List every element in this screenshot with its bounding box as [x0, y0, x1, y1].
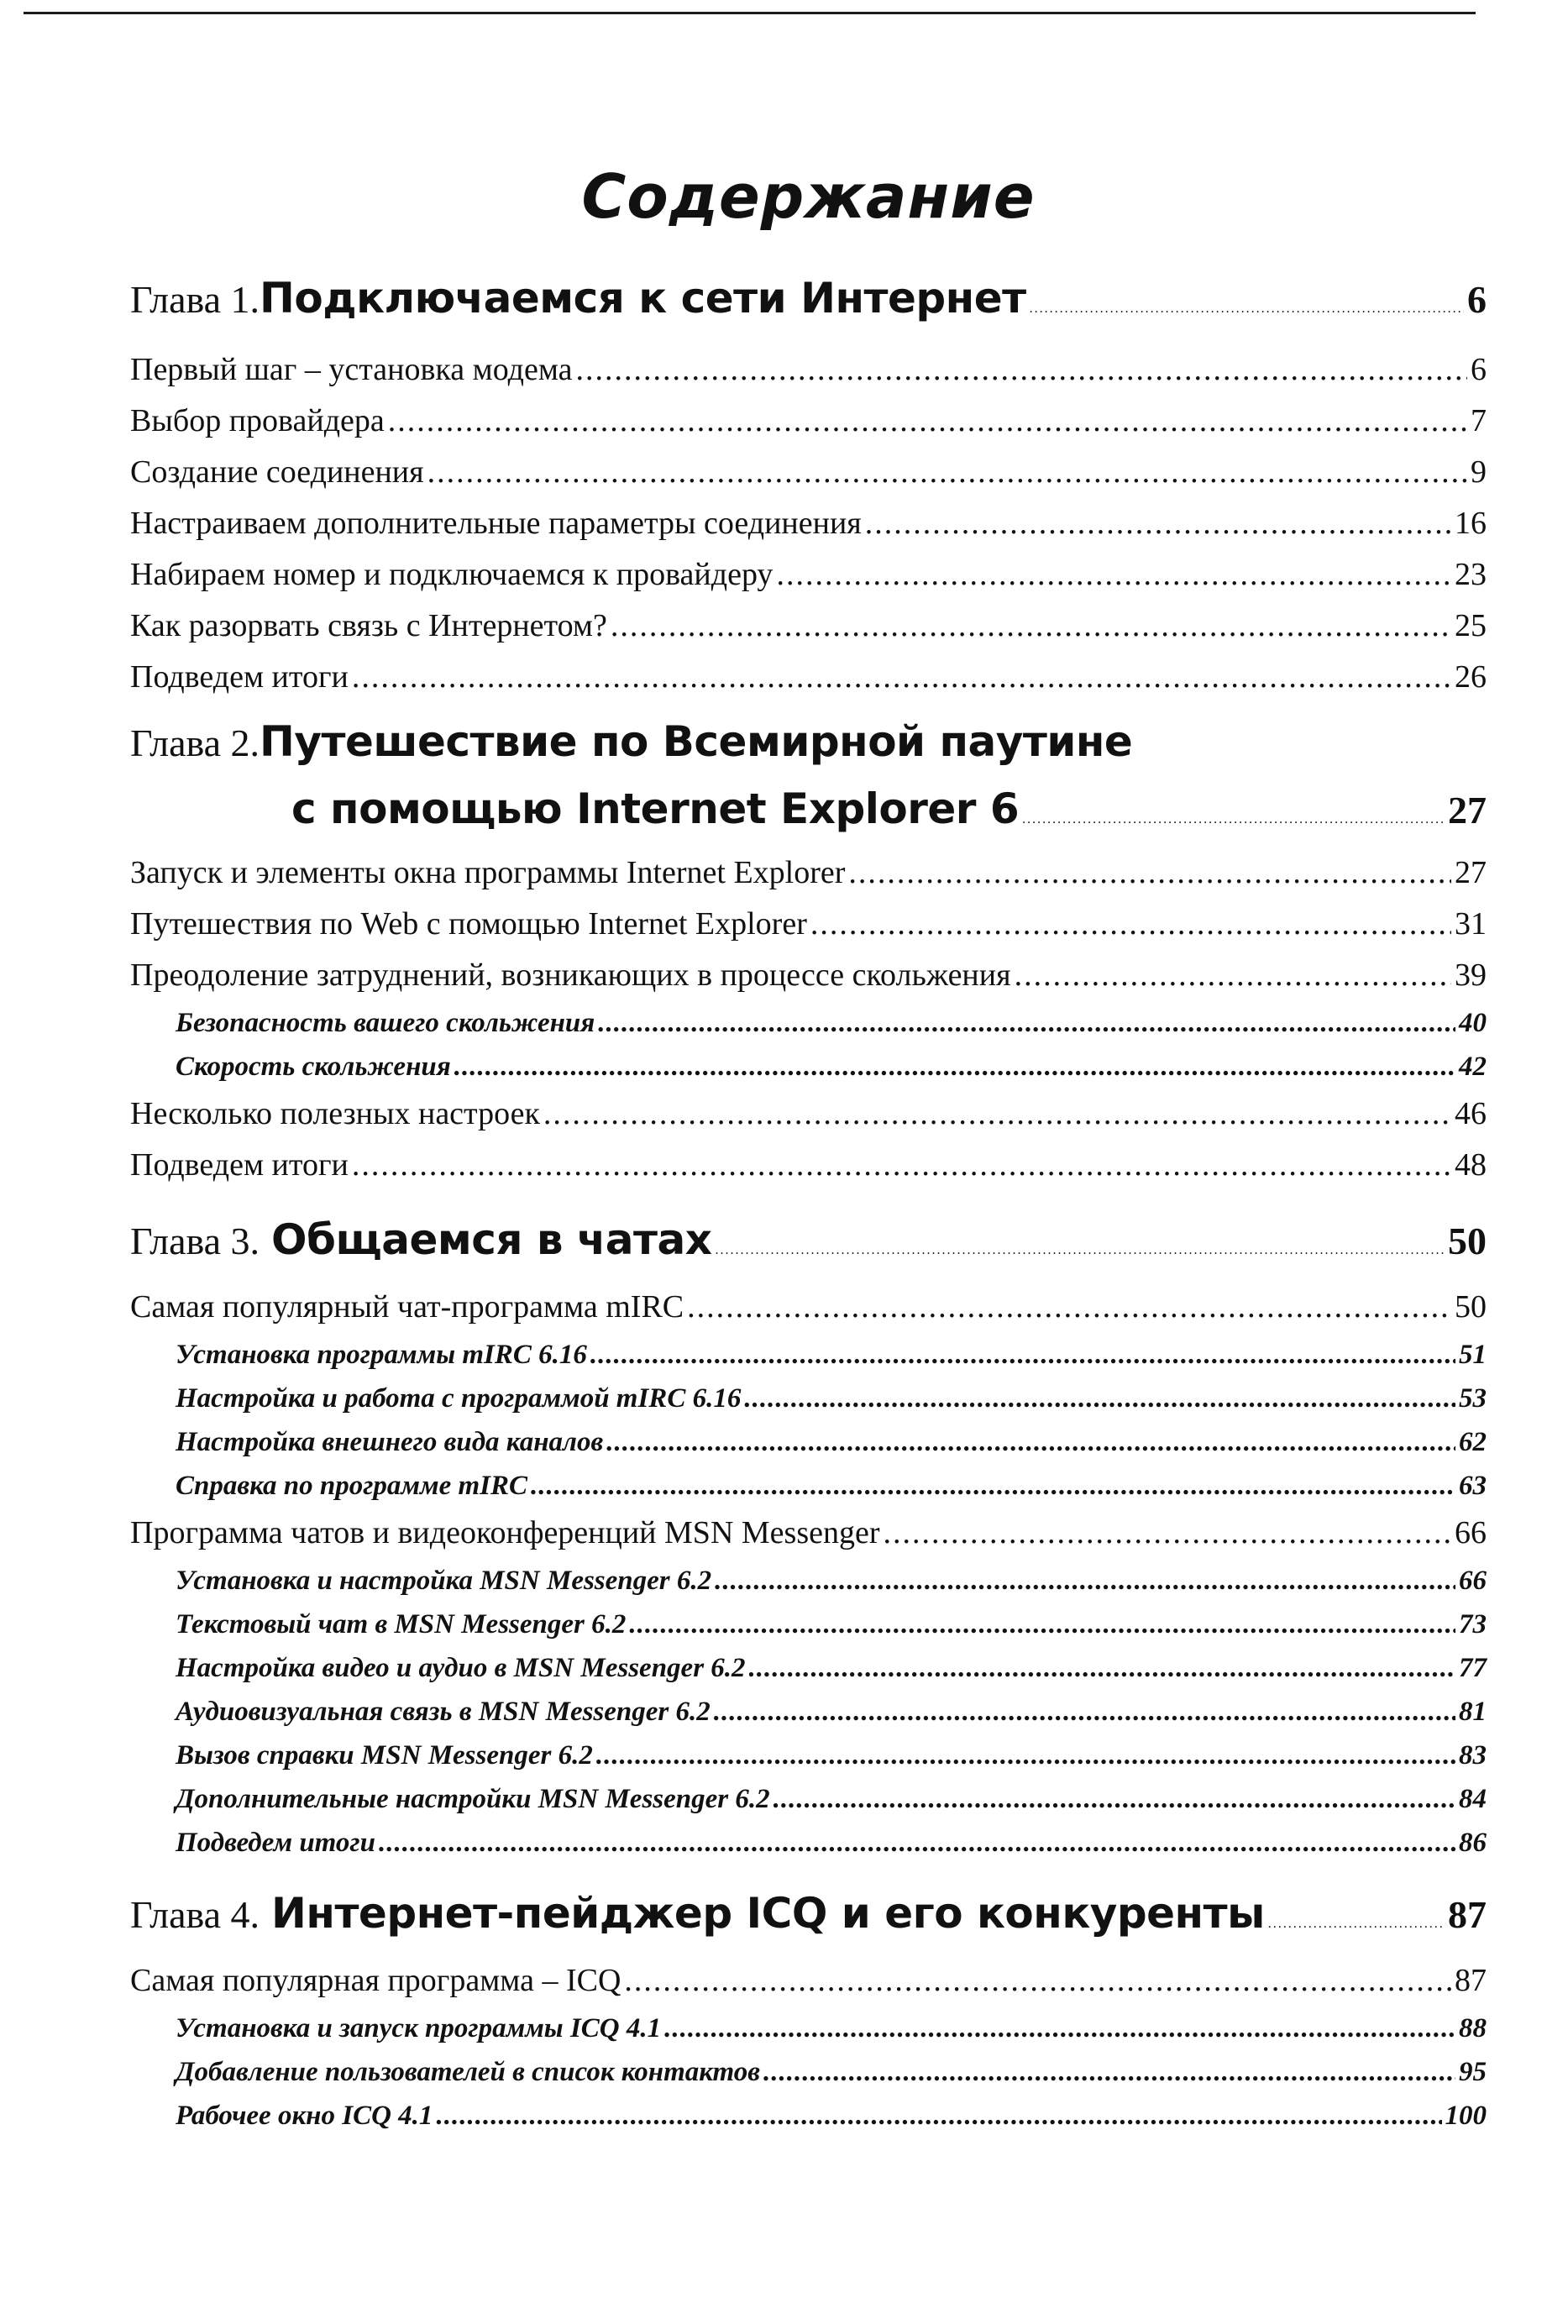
leader-dots: [629, 1603, 1455, 1646]
leader-dots: [352, 652, 1451, 703]
entry-title: Запуск и элементы окна программы Internet Explorer: [130, 855, 846, 890]
entry-title: Самая популярная программа – ICQ: [130, 1963, 621, 1998]
toc-entry[interactable]: [130, 899, 1487, 950]
entry-page-number: 46: [1455, 1096, 1487, 1131]
chapter-heading[interactable]: [130, 1871, 1487, 1955]
entry-page-number: 31: [1455, 906, 1487, 942]
entry-title: Вызов справки MSN Messenger 6.2: [176, 1740, 593, 1771]
leader-dots: [715, 1559, 1455, 1603]
entry-title: Установка программы mIRC 6.16: [176, 1340, 587, 1370]
entry-page-number: 63: [1459, 1471, 1487, 1501]
toc-subentry[interactable]: [130, 1464, 1487, 1508]
toc-subentry[interactable]: [130, 1420, 1487, 1464]
leader-dots: [763, 2050, 1455, 2094]
entry-page-number: 77: [1459, 1653, 1487, 1683]
entry-title: Подведем итоги: [176, 1828, 375, 1858]
leader-dots: [598, 1001, 1455, 1045]
toc-subentry[interactable]: [130, 1001, 1487, 1045]
entry-page-number: 6: [1471, 352, 1487, 387]
entry-page-number: 9: [1471, 454, 1487, 490]
toc-entry[interactable]: [130, 396, 1487, 447]
entry-page-number: 53: [1459, 1383, 1487, 1414]
chapter-heading-line-1[interactable]: [130, 708, 1487, 775]
entry-title: Набираем номер и подключаемся к провайдеру: [130, 557, 774, 592]
chapter-page-number: 50: [1448, 1220, 1487, 1262]
entry-title: Настройка видео и аудио в MSN Messenger 6.2: [176, 1653, 746, 1683]
leader-dots: [436, 2094, 1441, 2138]
leader-dots: [716, 1209, 1445, 1293]
leader-dots: [664, 2007, 1455, 2050]
chapter-4: [130, 1871, 1487, 2138]
chapter-page-number: 87: [1448, 1893, 1487, 1936]
entry-title: Подведем итоги: [130, 659, 349, 695]
leader-dots: [744, 1377, 1455, 1420]
toc-subentry[interactable]: [130, 1646, 1487, 1690]
entry-page-number: 86: [1459, 1828, 1487, 1858]
leader-dots: [624, 1955, 1451, 2007]
entry-page-number: 83: [1459, 1740, 1487, 1771]
entry-page-number: 51: [1459, 1340, 1487, 1370]
entry-title: Текстовый чат в MSN Messenger 6.2: [176, 1609, 627, 1639]
toc-subentry[interactable]: [130, 1377, 1487, 1420]
leader-dots: [454, 1045, 1455, 1089]
entry-title: Выбор провайдера: [130, 403, 385, 438]
entry-page-number: 16: [1455, 506, 1487, 541]
leader-dots: [611, 601, 1451, 652]
entry-page-number: 66: [1455, 1515, 1487, 1550]
page-title: Содержание: [581, 161, 1036, 233]
toc-entry[interactable]: [130, 549, 1487, 601]
toc-subentry[interactable]: [130, 1045, 1487, 1089]
toc-entry[interactable]: [130, 652, 1487, 703]
toc-entry[interactable]: [130, 1140, 1487, 1191]
entry-page-number: 27: [1455, 855, 1487, 890]
chapter-heading[interactable]: [130, 252, 1487, 344]
leader-dots: [848, 847, 1451, 899]
entry-title: Несколько полезных настроек: [130, 1096, 540, 1131]
table-of-contents: [130, 252, 1487, 2138]
entry-page-number: 62: [1459, 1427, 1487, 1457]
entry-title: Безопасность вашего скольжения: [176, 1008, 595, 1038]
entry-title: Настраиваем дополнительные параметры соединения: [130, 506, 862, 541]
entry-title: Самая популярный чат-программа mIRC: [130, 1289, 684, 1325]
entry-title: Дополнительные настройки MSN Messenger 6.2: [176, 1784, 770, 1814]
leader-dots: [543, 1089, 1451, 1140]
entry-page-number: 26: [1455, 659, 1487, 695]
entry-title: Настройка и работа с программой mIRC 6.16: [176, 1383, 742, 1414]
toc-subentry[interactable]: [130, 1734, 1487, 1777]
toc-entry[interactable]: [130, 1955, 1487, 2007]
leader-dots: [388, 396, 1467, 447]
chapter-3: [130, 1198, 1487, 1865]
chapter-title-line-1: Путешествие по Всемирной паутине: [260, 717, 1133, 766]
chapter-title: Интернет-пейджер ICQ и его конкуренты: [271, 1889, 1265, 1938]
entry-page-number: 7: [1471, 403, 1487, 438]
entry-title: Скорость скольжения: [176, 1052, 451, 1082]
toc-entry[interactable]: [130, 1089, 1487, 1140]
entry-page-number: 81: [1459, 1697, 1487, 1727]
toc-entry[interactable]: [130, 950, 1487, 1001]
chapter-prefix: Глава 3.: [130, 1220, 260, 1262]
entry-title: Добавление пользователей в список контактов: [176, 2057, 761, 2087]
entry-page-number: 48: [1455, 1147, 1487, 1183]
leader-dots: [379, 1821, 1455, 1865]
entry-page-number: 84: [1459, 1784, 1487, 1814]
toc-subentry[interactable]: [130, 1690, 1487, 1734]
toc-subentry[interactable]: [130, 2050, 1487, 2094]
toc-entry[interactable]: [130, 498, 1487, 549]
leader-dots: [590, 1333, 1455, 1377]
entry-page-number: 40: [1459, 1008, 1487, 1038]
entry-page-number: 88: [1459, 2013, 1487, 2043]
entry-page-number: 66: [1459, 1566, 1487, 1596]
entry-title: Как разорвать связь с Интернетом?: [130, 608, 607, 643]
toc-subentry[interactable]: [130, 1821, 1487, 1865]
chapter-1: [130, 252, 1487, 703]
toc-subentry[interactable]: [130, 1603, 1487, 1646]
toc-subentry[interactable]: [130, 1559, 1487, 1603]
leader-dots: [352, 1140, 1451, 1191]
entry-page-number: 23: [1455, 557, 1487, 592]
entry-page-number: 87: [1455, 1963, 1487, 1998]
chapter-page-number: 6: [1467, 278, 1487, 321]
leader-dots: [714, 1690, 1455, 1734]
entry-page-number: 25: [1455, 608, 1487, 643]
leader-dots: [749, 1646, 1455, 1690]
chapter-title: Подключаемся к сети Интернет: [260, 274, 1026, 323]
chapter-heading[interactable]: [130, 1198, 1487, 1282]
entry-title: Путешествия по Web с помощью Internet Explorer: [130, 906, 807, 942]
entry-title: Программа чатов и видеоконференций MSN Messenger: [130, 1515, 880, 1550]
entry-page-number: 42: [1459, 1052, 1487, 1082]
chapter-title-line-2: с помощью Internet Explorer 6: [291, 784, 1020, 833]
toc-entry[interactable]: [130, 1282, 1487, 1333]
leader-dots: [1015, 950, 1451, 1001]
toc-entry[interactable]: [130, 447, 1487, 498]
toc-entry[interactable]: [130, 344, 1487, 396]
leader-dots: [776, 549, 1451, 601]
chapter-page-number: 27: [1448, 789, 1487, 831]
leader-dots: [1022, 786, 1445, 853]
entry-page-number: 95: [1459, 2057, 1487, 2087]
chapter-prefix: Глава 1.: [130, 278, 260, 321]
leader-dots: [774, 1777, 1455, 1821]
entry-title: Установка и запуск программы ICQ 4.1: [176, 2013, 662, 2043]
toc-entry[interactable]: [130, 601, 1487, 652]
chapter-2: [130, 708, 1487, 1191]
toc-entry[interactable]: [130, 847, 1487, 899]
toc-subentry[interactable]: [130, 1333, 1487, 1377]
toc-subentry[interactable]: [130, 2094, 1487, 2138]
leader-dots: [865, 498, 1451, 549]
entry-title: Установка и настройка MSN Messenger 6.2: [176, 1566, 712, 1596]
leader-dots: [687, 1282, 1451, 1333]
entry-title: Преодоление затруднений, возникающих в процессе скольжения: [130, 957, 1011, 993]
entry-title: Рабочее окно ICQ 4.1: [176, 2101, 433, 2131]
entry-title: Первый шаг – установка модема: [130, 352, 573, 387]
entry-list: [130, 344, 1487, 703]
entry-page-number: 100: [1445, 2101, 1487, 2131]
entry-page-number: 39: [1455, 957, 1487, 993]
leader-dots: [606, 1420, 1455, 1464]
entry-page-number: 50: [1455, 1289, 1487, 1325]
top-rule: [24, 12, 1476, 14]
leader-dots: [575, 344, 1467, 396]
entry-title: Создание соединения: [130, 454, 424, 490]
entry-list: [130, 1282, 1487, 1865]
leader-dots: [1268, 1882, 1445, 1966]
leader-dots: [884, 1508, 1452, 1559]
leader-dots: [810, 899, 1451, 950]
chapter-prefix: Глава 4.: [130, 1893, 260, 1936]
leader-dots: [1030, 263, 1464, 355]
chapter-prefix: Глава 2.: [130, 721, 260, 764]
leader-dots: [427, 447, 1467, 498]
entry-list: [130, 1955, 1487, 2138]
entry-title: Справка по программе mIRC: [176, 1471, 528, 1501]
entry-title: Подведем итоги: [130, 1147, 349, 1183]
toc-entry[interactable]: [130, 1508, 1487, 1559]
toc-subentry[interactable]: [130, 1777, 1487, 1821]
entry-title: Аудиовизуальная связь в MSN Messenger 6.2: [176, 1697, 711, 1727]
chapter-title: Общаемся в чатах: [271, 1215, 712, 1264]
entry-list: [130, 847, 1487, 1191]
toc-subentry[interactable]: [130, 2007, 1487, 2050]
chapter-heading-line-2[interactable]: [130, 775, 1487, 842]
entry-title: Настройка внешнего вида каналов: [176, 1427, 604, 1457]
leader-dots: [531, 1464, 1455, 1508]
entry-page-number: 73: [1459, 1609, 1487, 1639]
leader-dots: [596, 1734, 1455, 1777]
